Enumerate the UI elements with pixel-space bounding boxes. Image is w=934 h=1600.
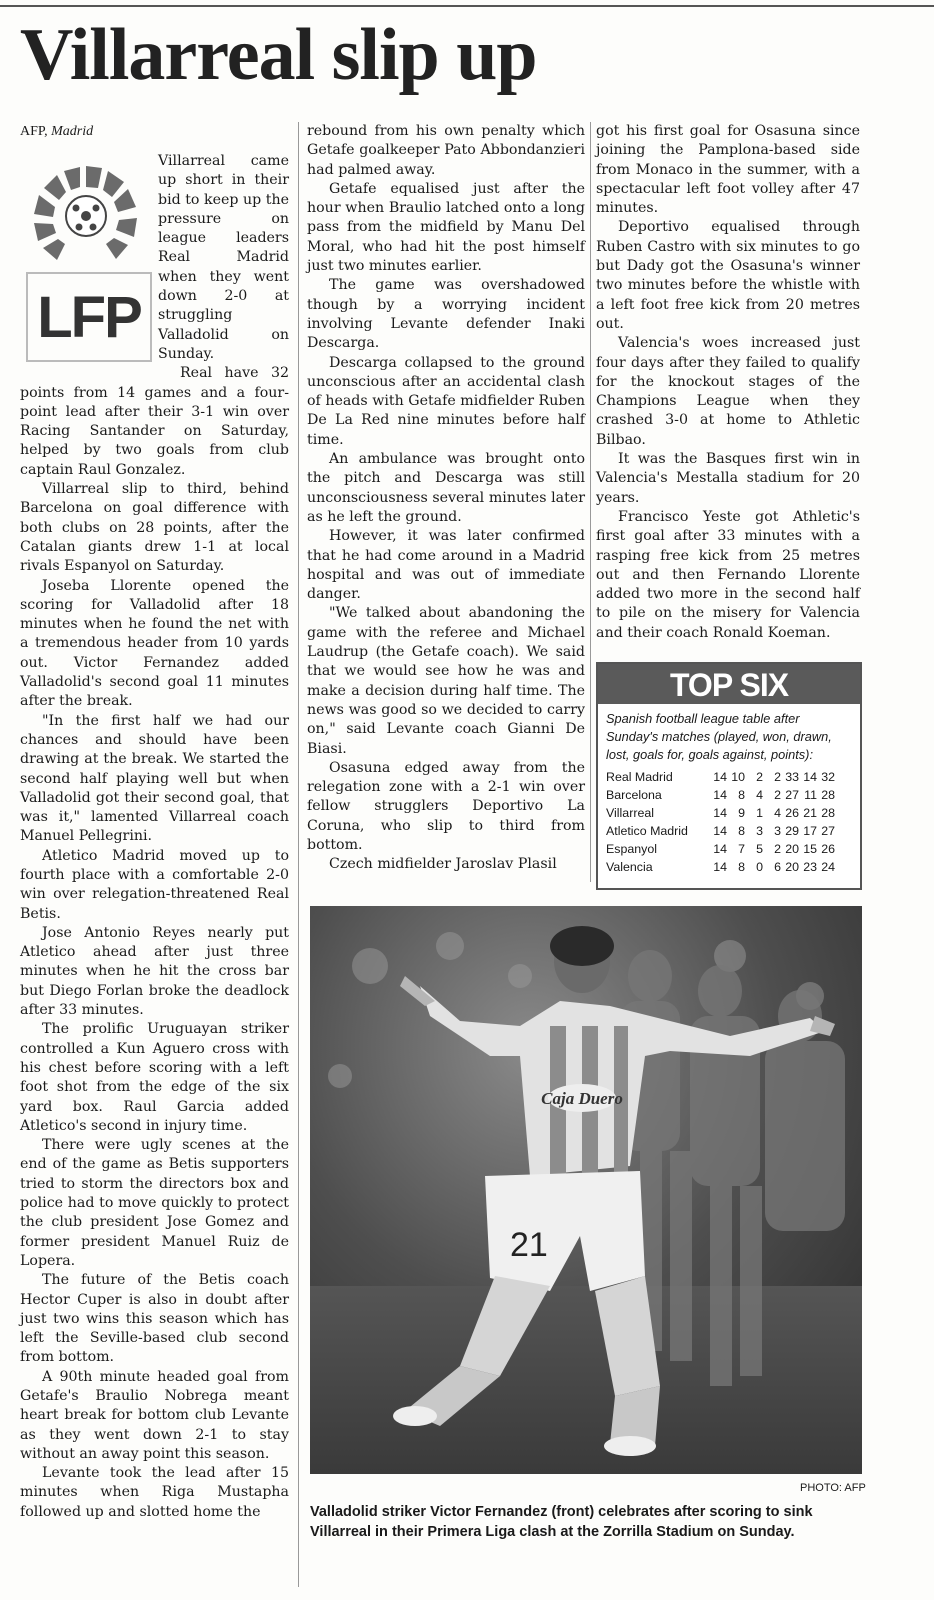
shirt-sponsor: Caja Duero (541, 1089, 623, 1108)
stat-cell: 4 (756, 788, 763, 802)
paragraph: Joseba Llorente opened the scoring for Valladolid after 18 minutes when he found the net with a tremendous header from 10 yards out. Victor Fernandez added Valladolid's second goal 11 minutes after the break. (20, 577, 289, 710)
paragraph: Villarreal came up short in their bid to keep up the pressure on league leaders Real Madrid when they went down 2-0 at struggling Valladolid on Sunday. (158, 153, 289, 362)
stat-cell: 11 (804, 788, 817, 802)
stat-cell: 28 (821, 806, 835, 820)
paragraph: A 90th minute headed goal from Getafe's Braulio Nobrega meant heart break for bottom club Levante as they went down 2-1 to stay without an away point this season. (20, 1368, 289, 1462)
stat-cell: 2 (774, 770, 781, 784)
celebrating-player-image (310, 906, 862, 1474)
stat-cell: 9 (738, 806, 745, 820)
stat-cell: 20 (785, 842, 799, 856)
paragraph: Deportivo equalised through Ruben Castro with six minutes to go but Dady got the Osasuna's winner two minutes before the whistle with a left foot free kick from 20 metres out. (596, 219, 860, 332)
league-table-row (606, 804, 835, 822)
top-six-title: TOP SIX (598, 664, 860, 704)
match-photo (310, 906, 862, 1474)
paragraph: Valencia's woes increased just four days after they failed to qualify for the knockout stages of the Champions League when they crashed 3-0 at home to Athletic Bilbao. (596, 335, 860, 448)
team-name-cell: Villarreal (606, 806, 654, 820)
stat-cell: 20 (785, 860, 799, 874)
stat-cell: 6 (774, 860, 781, 874)
league-table-row (606, 822, 835, 840)
league-table-row (606, 840, 835, 858)
paragraph: Jose Antonio Reyes nearly put Atletico ahead after just three minutes when he hit the cross bar but Diego Forlan broke the deadlock after 33 minutes. (20, 924, 289, 1019)
team-name-cell: Barcelona (606, 788, 662, 802)
stat-cell: 14 (713, 860, 727, 874)
paragraph: Osasuna edged away from the relegation zone with a 2-1 win over fellow strugglers Deportivo La Coruna, who slip to third from bottom. (307, 759, 585, 853)
paragraph: Getafe equalised just after the hour when Braulio latched onto a long pass from the midfield by Manu Del Moral, who had hit the post himself just two minutes earlier. (307, 180, 585, 275)
byline-location: Madrid (51, 124, 94, 139)
article-column-2 (307, 122, 585, 875)
stat-cell: 1 (756, 806, 763, 820)
top-rule (0, 5, 934, 7)
paragraph: It was the Basques first win in Valencia's Mestalla stadium for 20 years. (596, 451, 860, 506)
stat-cell: 2 (756, 770, 763, 784)
stat-cell: 32 (821, 770, 835, 784)
paragraph: "We talked about abandoning the game with the referee and Michael Laudrup (the Getafe coach). We said that we would see how he was and make a decision during half time. The news was good so we decided to carry on," said Levante coach Gianni De Biasi. (307, 605, 585, 757)
stat-cell: 3 (774, 824, 781, 838)
league-table-row (606, 786, 835, 804)
stat-cell: 26 (821, 842, 835, 856)
byline (20, 122, 289, 146)
photo-credit: PHOTO: AFP (800, 1482, 866, 1494)
stat-cell: 8 (738, 788, 745, 802)
lfp-logo (20, 154, 150, 376)
paragraph: Czech midfielder Jaroslav Plasil (329, 856, 557, 873)
stat-cell: 23 (803, 860, 817, 874)
paragraph: Villarreal slip to third, behind Barcelona on goal difference with both clubs on 28 points, after the Catalan giants drew 1-1 at local rivals Espanyol on Saturday. (20, 481, 289, 575)
stat-cell: 29 (785, 824, 799, 838)
stat-cell: 2 (774, 842, 781, 856)
paragraph: However, it was later confirmed that he had come around in a Madrid hospital and was out of immediate danger. (307, 528, 585, 603)
team-name-cell: Valencia (606, 860, 653, 874)
team-name-cell: Real Madrid (606, 770, 673, 784)
stat-cell: 27 (821, 824, 835, 838)
stat-cell: 10 (731, 770, 745, 784)
paragraph: Levante took the lead after 15 minutes when Riga Mustapha followed up and slotted home the (20, 1465, 289, 1520)
lfp-logo-icon (24, 162, 148, 272)
stat-cell: 4 (774, 806, 781, 820)
paragraph: got his first goal for Osasuna since joining the Pamplona-based side from Monaco in the summer, with a spectacular left foot volley after 47 minutes. (596, 123, 860, 217)
paragraph: Descarga collapsed to the ground unconscious after an accidental clash of heads with Getafe midfielder Ruben De La Red nine minutes before half time. (307, 354, 585, 448)
paragraph: An ambulance was brought onto the pitch and Descarga was still unconsciousness several minutes later as he left the ground. (307, 451, 585, 525)
top-six-box (596, 662, 862, 890)
article-column-1 (20, 122, 289, 1522)
paragraph: Real have 32 points from 14 games and a four-point lead after their 3-1 win over Racing Santander on Saturday, helped by two goals from club captain Raul Gonzalez. (20, 365, 289, 478)
article-column-3 (596, 122, 860, 643)
paragraph: Atletico Madrid moved up to fourth place with a comfortable 2-0 win over relegation-threatened Real Betis. (20, 847, 289, 922)
stat-cell: 14 (713, 806, 727, 820)
paragraph: The game was overshadowed though by a worrying incident involving Levante defender Inaki Descarga. (307, 277, 585, 352)
stat-cell: 15 (803, 842, 817, 856)
stat-cell: 2 (774, 788, 781, 802)
paragraph: rebound from his own penalty which Getafe goalkeeper Pato Abbondanzieri had palmed away. (307, 123, 585, 178)
stat-cell: 5 (756, 842, 763, 856)
top-six-description: Spanish football league table after Sunday's matches (played, won, drawn, lost, goals for, goals against, points): (606, 711, 832, 762)
shorts-number: 21 (510, 1226, 548, 1264)
column-divider (298, 122, 299, 1587)
column-divider (590, 122, 591, 882)
paragraph: The future of the Betis coach Hector Cuper is also in doubt after just two wins this season which has left the Seville-based club second from bottom. (20, 1272, 289, 1366)
stat-cell: 8 (738, 824, 745, 838)
league-table-row (606, 768, 835, 786)
stat-cell: 33 (785, 770, 799, 784)
stat-cell: 14 (713, 788, 727, 802)
stat-cell: 28 (821, 788, 835, 802)
stat-cell: 17 (803, 824, 817, 838)
stat-cell: 14 (803, 770, 817, 784)
lfp-wordmark: LFP (37, 285, 141, 350)
paragraph: "In the first half we had our chances and should have been drawing at the break. We started the second half playing well but when Valladolid got their second goal, that was it," lamented Villarreal coach Manuel Pellegrini. (20, 712, 289, 845)
stat-cell: 14 (713, 842, 727, 856)
paragraph: There were ugly scenes at the end of the game as Betis supporters tried to storm the directors box and police had to move quickly to protect the club president Jose Gomez and former president Manuel Ruiz de Lopera. (20, 1137, 289, 1269)
photo-caption: Valladolid striker Victor Fernandez (front) celebrates after scoring to sink Villarreal in their Primera Liga clash at the Zorrilla Stadium on Sunday. (310, 1504, 813, 1540)
headline: Villarreal slip up (20, 14, 537, 96)
league-table-row (606, 858, 835, 876)
stat-cell: 27 (785, 788, 799, 802)
stat-cell: 7 (738, 842, 745, 856)
stat-cell: 26 (785, 806, 799, 820)
league-table (606, 768, 835, 876)
team-name-cell: Espanyol (606, 842, 657, 856)
stat-cell: 3 (756, 824, 763, 838)
stat-cell: 14 (713, 824, 727, 838)
stat-cell: 21 (803, 806, 817, 820)
team-name-cell: Atletico Madrid (606, 824, 688, 838)
paragraph: The prolific Uruguayan striker controlled a Kun Aguero cross with his chest before scoring with a left foot shot from the edge of the six yard box. Raul Garcia added Atletico's second in injury time. (20, 1021, 289, 1134)
stat-cell: 8 (738, 860, 745, 874)
paragraph: Francisco Yeste got Athletic's first goal after 33 minutes with a rasping free kick from 25 metres out and then Fernando Llorente added two more in the second half to pile on the misery for Valencia and their coach Ronald Koeman. (596, 508, 860, 641)
byline-agency: AFP, (20, 124, 48, 139)
stat-cell: 24 (821, 860, 835, 874)
stat-cell: 14 (713, 770, 727, 784)
stat-cell: 0 (756, 860, 763, 874)
